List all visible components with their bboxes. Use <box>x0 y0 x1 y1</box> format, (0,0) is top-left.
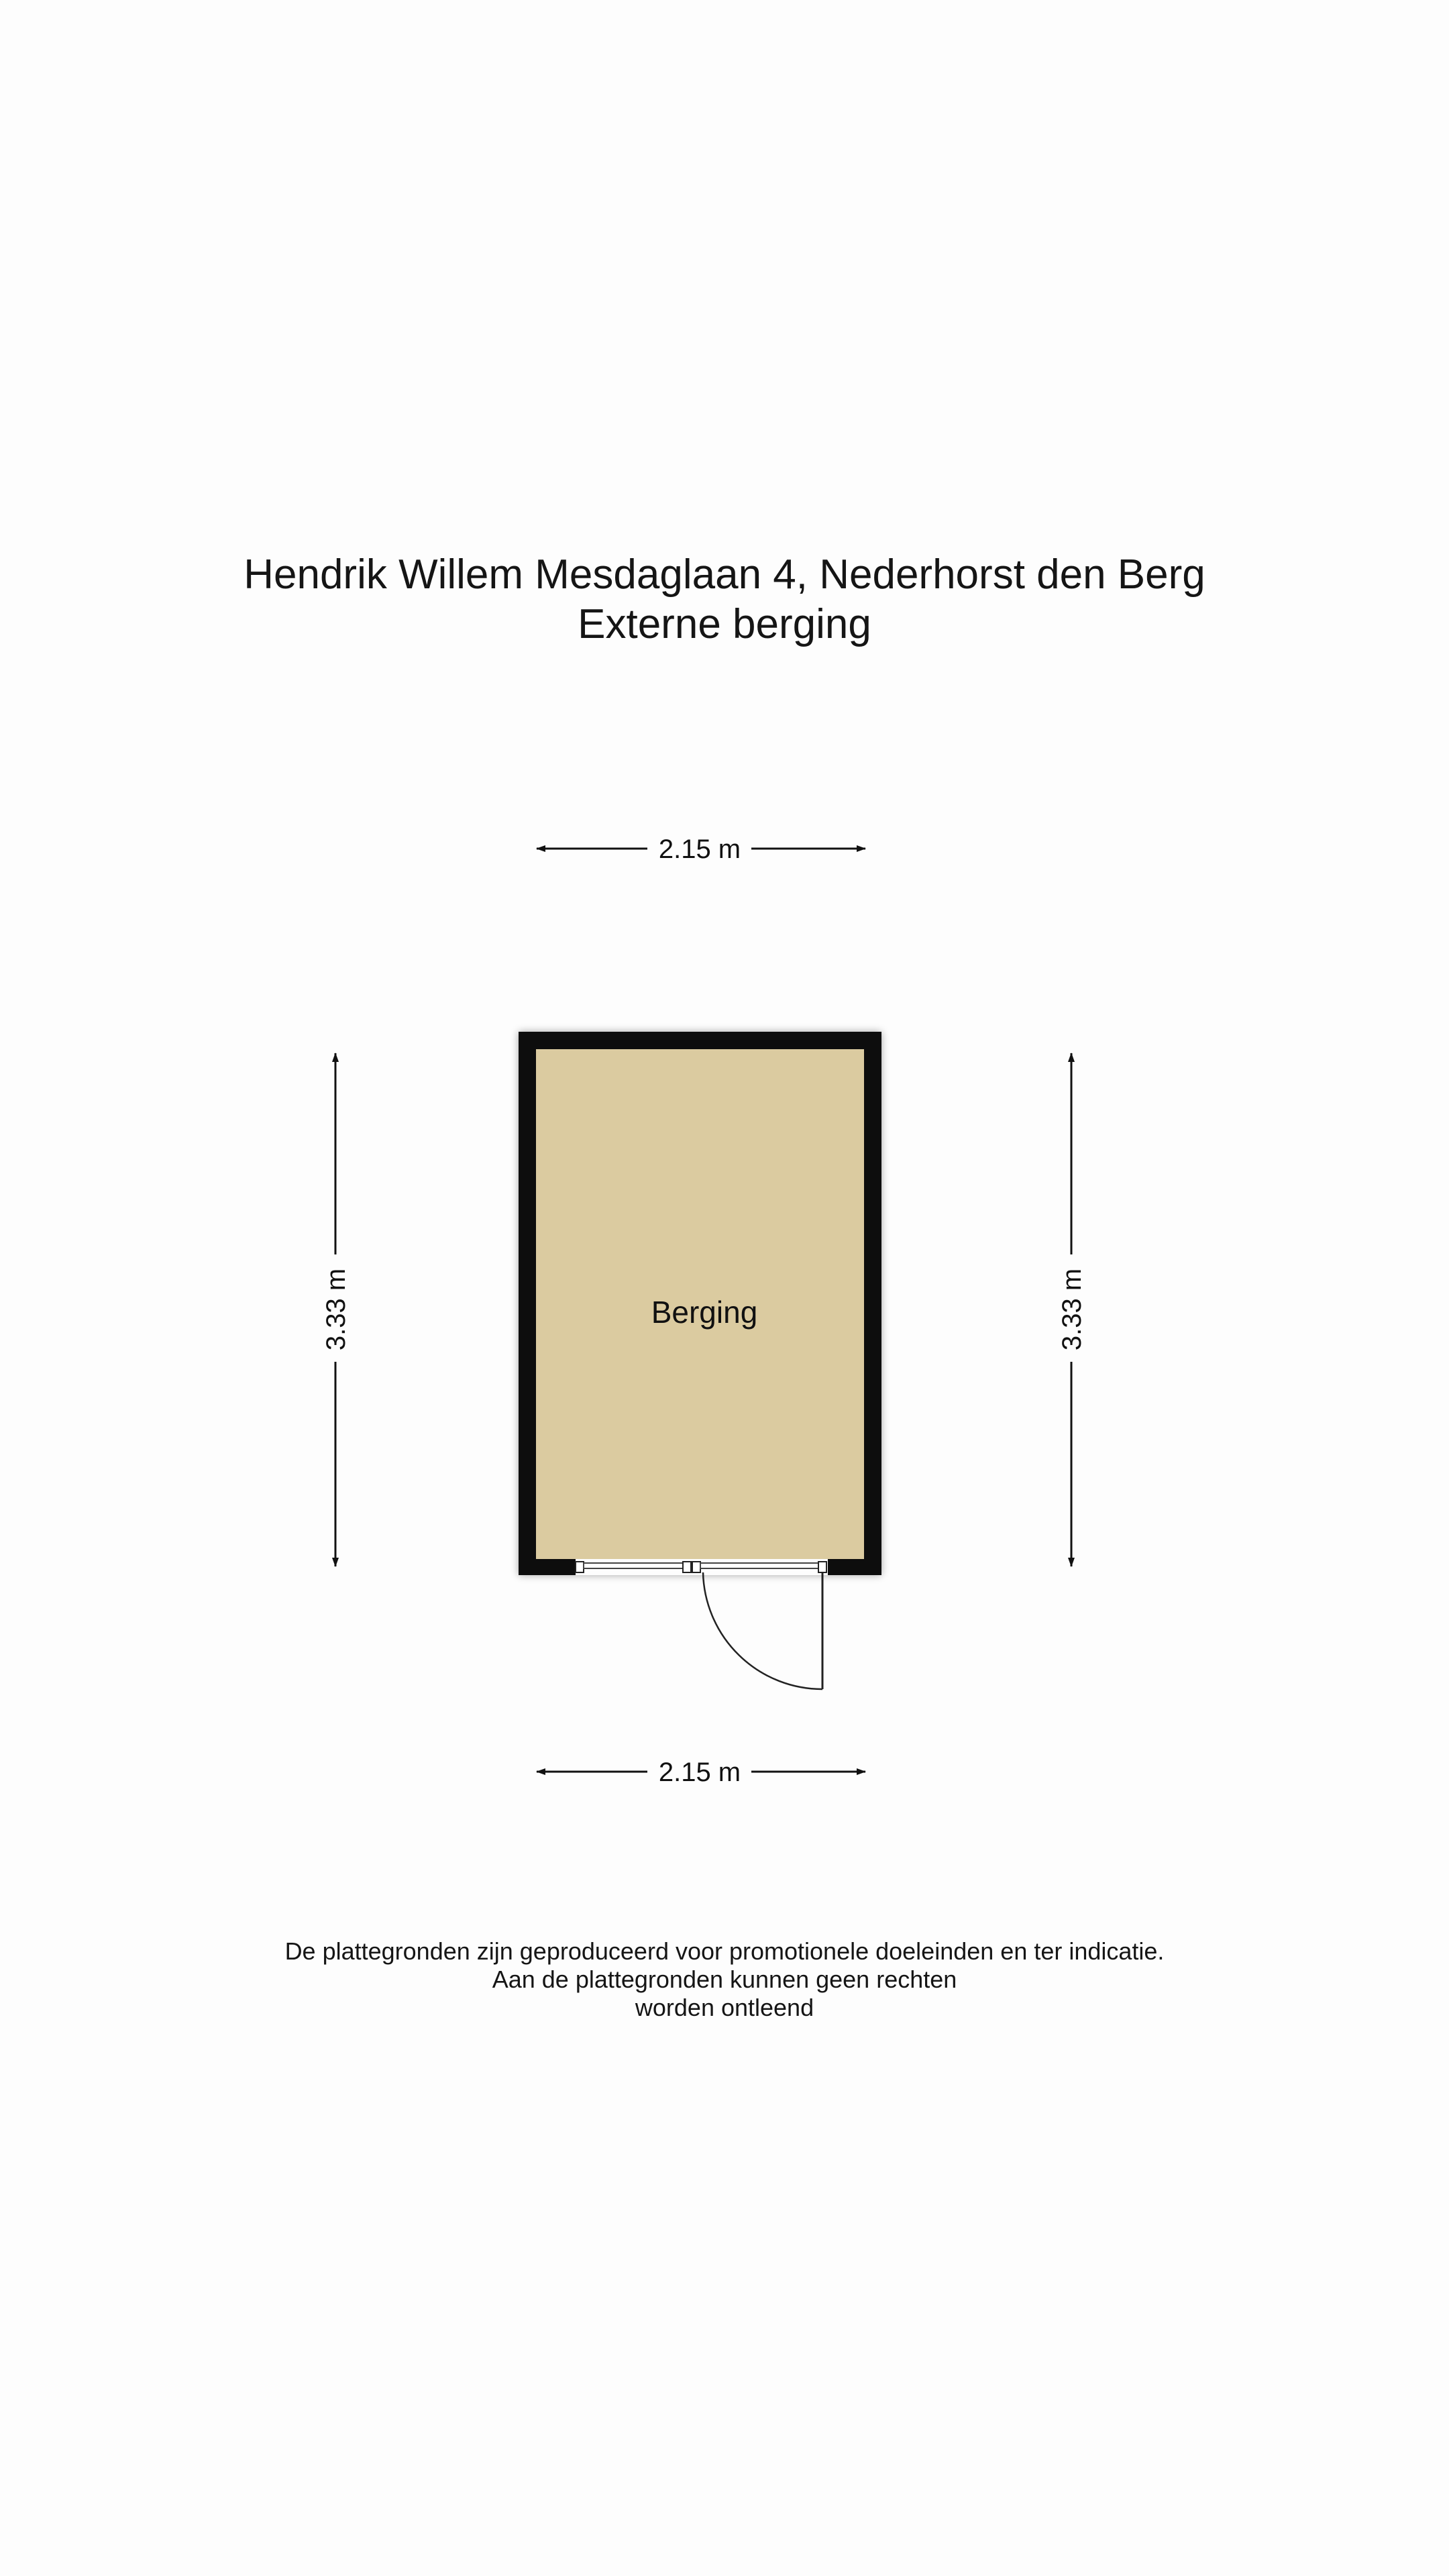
disclaimer-line-1: De plattegronden zijn geproduceerd voor promotionele doeleinden en ter indicatie. <box>284 1937 1165 1965</box>
left-height-dimension <box>321 1053 351 1566</box>
top-width-dimension <box>537 835 865 864</box>
floor-name: Externe berging <box>578 601 871 647</box>
disclaimer-line-2: Aan de plattegronden kunnen geen rechten <box>492 1966 957 1993</box>
door-opening <box>576 1559 828 1575</box>
disclaimer-line-3: worden ontleend <box>635 1994 814 2021</box>
left-height-label: 3.33 m <box>321 1268 351 1351</box>
bottom-width-dimension <box>537 1758 865 1787</box>
room-label-berging: Berging <box>651 1295 758 1330</box>
bottom-width-label: 2.15 m <box>658 1758 741 1787</box>
top-width-label: 2.15 m <box>658 835 741 864</box>
address-title: Hendrik Willem Mesdaglaan 4, Nederhorst den Berg <box>244 551 1205 598</box>
door-swing <box>703 1572 822 1689</box>
disclaimer <box>0 1937 1449 2022</box>
right-height-label: 3.33 m <box>1057 1268 1087 1351</box>
right-height-dimension <box>1057 1053 1087 1566</box>
